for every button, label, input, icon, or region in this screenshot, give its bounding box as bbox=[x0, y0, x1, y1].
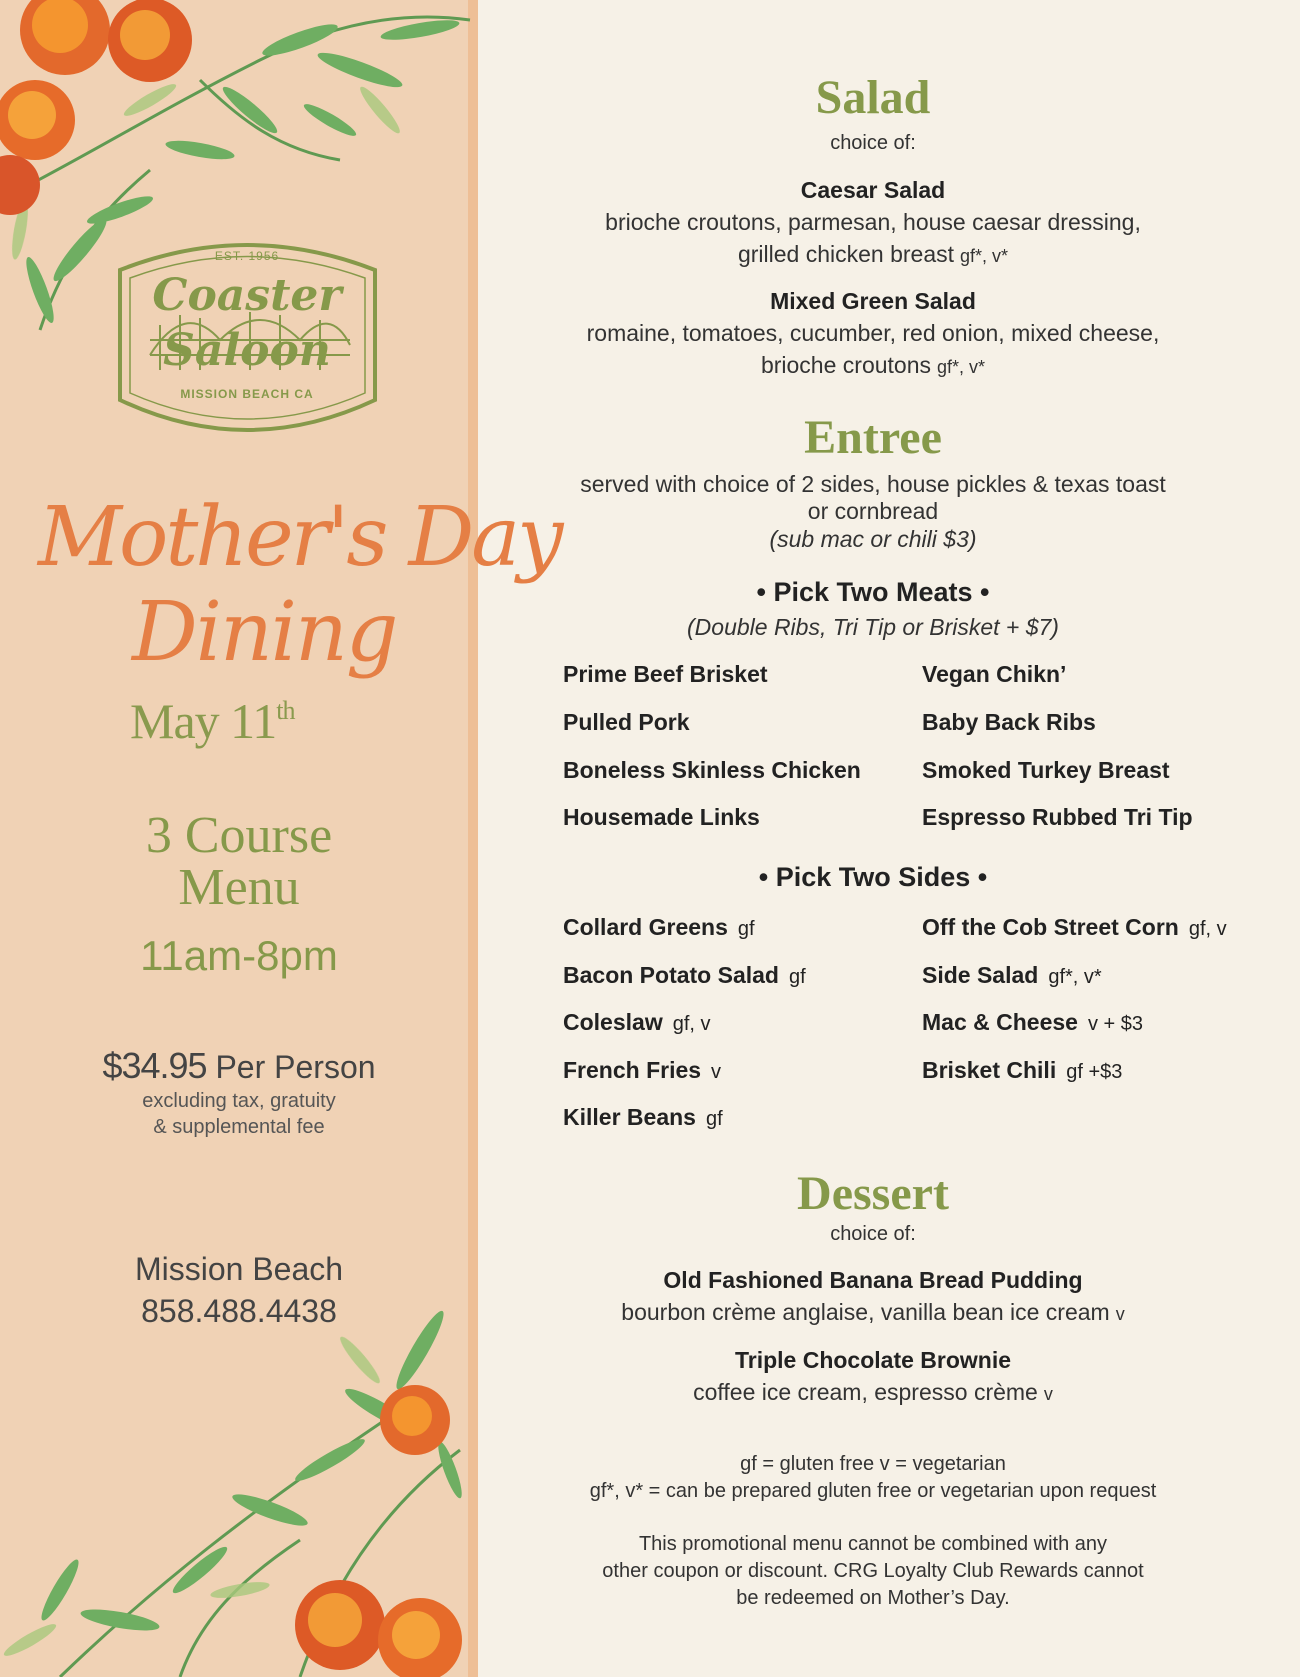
dessert-item-name: Triple Chocolate Brownie bbox=[734, 1347, 1012, 1373]
hours: 11am-8pm bbox=[140, 932, 338, 979]
meat-item: Smoked Turkey Breast bbox=[922, 757, 1170, 783]
side-item: Bacon Potato Salad gf bbox=[563, 962, 806, 988]
logo-name-line1: Coaster bbox=[152, 270, 342, 321]
event-date: May 11th bbox=[130, 693, 295, 749]
left-panel bbox=[0, 0, 561, 1677]
meats-heading: • Pick Two Meats • bbox=[756, 577, 990, 607]
salad-item-desc: romaine, tomatoes, cucumber, red onion, mixed cheese, brioche croutons gf*, v* bbox=[586, 320, 1160, 378]
coaster-saloon-logo bbox=[100, 230, 395, 455]
side-item: Brisket Chili gf +$3 bbox=[922, 1057, 1123, 1083]
side-item: French Fries v bbox=[563, 1057, 722, 1083]
side-item: Collard Greens gf bbox=[563, 914, 755, 940]
title-line-1: Mother's Day bbox=[38, 490, 561, 585]
dessert-item-desc: coffee ice cream, espresso crème v bbox=[693, 1379, 1053, 1405]
salad-heading: Salad bbox=[815, 71, 931, 124]
dessert-item-name: Old Fashioned Banana Bread Pudding bbox=[663, 1267, 1083, 1293]
salad-item-name: Caesar Salad bbox=[800, 177, 946, 203]
title-line-2: Dining bbox=[132, 585, 397, 680]
meat-item: Housemade Links bbox=[563, 804, 760, 830]
sides-heading: • Pick Two Sides • bbox=[758, 862, 988, 892]
dietary-legend: gf = gluten free v = vegetarian gf*, v* = can be prepared gluten free or vegetarian upon request bbox=[589, 1453, 1157, 1502]
salad-item-name: Mixed Green Salad bbox=[770, 288, 976, 314]
promo-disclaimer: This promotional menu cannot be combined with any other coupon or discount. CRG Loyalty Club Rewards cannot be redeemed on Mother’s Day. bbox=[602, 1533, 1144, 1609]
salad-sub: choice of: bbox=[830, 132, 916, 154]
logo-est: EST. 1956 bbox=[214, 249, 280, 263]
side-item: Off the Cob Street Corn gf, v bbox=[922, 914, 1227, 940]
floral-decoration-bottom bbox=[0, 1290, 478, 1677]
phone-number: 858.488.4438 bbox=[141, 1293, 337, 1329]
meat-item: Baby Back Ribs bbox=[922, 709, 1096, 735]
entree-sub: served with choice of 2 sides, house pickles & texas toast or cornbread (sub mac or chili $3) bbox=[580, 471, 1166, 552]
dessert-item-desc: bourbon crème anglaise, vanilla bean ice cream v bbox=[621, 1299, 1125, 1325]
side-item: Coleslaw gf, v bbox=[563, 1009, 711, 1035]
dessert-heading: Dessert bbox=[797, 1167, 949, 1220]
meats-note: (Double Ribs, Tri Tip or Brisket + $7) bbox=[687, 614, 1059, 640]
price: $34.95 Per Person bbox=[102, 1045, 376, 1086]
dessert-sub: choice of: bbox=[830, 1223, 916, 1245]
meat-item: Pulled Pork bbox=[563, 709, 690, 735]
price-note: excluding tax, gratuity & supplemental fee bbox=[142, 1090, 336, 1138]
meat-item: Espresso Rubbed Tri Tip bbox=[922, 804, 1193, 830]
location-name: Mission Beach bbox=[134, 1251, 344, 1287]
menu-panel bbox=[488, 0, 1300, 1677]
meat-item: Prime Beef Brisket bbox=[563, 661, 768, 687]
entree-heading: Entree bbox=[804, 411, 942, 464]
salad-item-desc: brioche croutons, parmesan, house caesar dressing, grilled chicken breast gf*, v* bbox=[605, 209, 1141, 267]
meat-item: Vegan Chikn’ bbox=[922, 661, 1067, 687]
side-item: Mac & Cheese v + $3 bbox=[922, 1009, 1144, 1035]
logo-name-line2: Saloon bbox=[163, 325, 331, 376]
course-label: 3 Course Menu bbox=[145, 807, 333, 916]
meat-item: Boneless Skinless Chicken bbox=[563, 757, 861, 783]
side-item: Killer Beans gf bbox=[563, 1104, 723, 1130]
side-item: Side Salad gf*, v* bbox=[922, 962, 1102, 988]
logo-location: MISSION BEACH CA bbox=[180, 387, 314, 401]
